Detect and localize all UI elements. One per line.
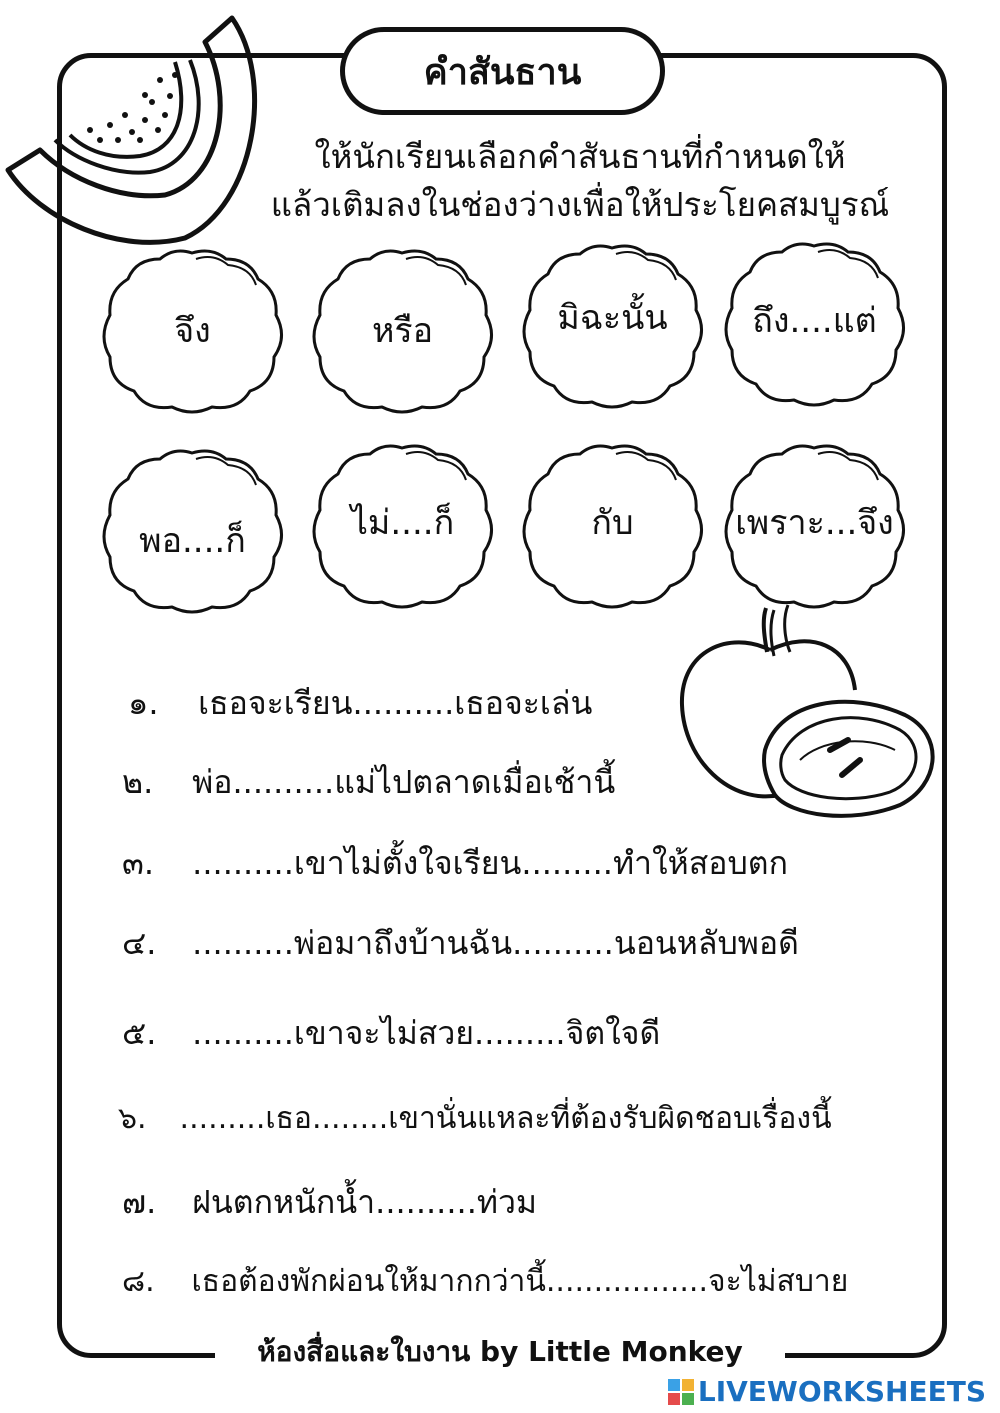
question-text[interactable]: ..........เขาไม่ตั้งใจเรียน.........ทำให้สอบตก: [192, 844, 788, 882]
question-text[interactable]: เธอจะเรียน..........เธอจะเล่น: [198, 684, 593, 722]
watermark[interactable]: [668, 1375, 986, 1408]
word-label: กับ: [591, 502, 634, 543]
question-number: ๕.: [122, 1014, 157, 1052]
question-6: [118, 1095, 832, 1142]
word-bubble-2[interactable]: [310, 245, 495, 415]
apple-icon: [670, 600, 950, 840]
question-4: [122, 918, 799, 969]
word-label: ถึง....แต่: [752, 300, 877, 341]
word-bubble-5[interactable]: [100, 445, 285, 615]
question-7: [122, 1177, 537, 1228]
word-label: เพราะ...จึง: [735, 502, 894, 543]
question-number: ๘.: [122, 1264, 155, 1299]
word-bubble-7[interactable]: [520, 440, 705, 610]
question-number: ๓.: [122, 844, 155, 882]
word-bubble-6[interactable]: [310, 440, 495, 610]
question-number: ๔.: [122, 924, 157, 962]
footer-credit: ห้องสื่อและใบงาน by Little Monkey: [257, 1335, 743, 1368]
word-label: มิฉะนั้น: [557, 297, 668, 338]
word-label: หรือ: [371, 311, 434, 351]
question-number: ๒.: [122, 763, 154, 801]
question-text[interactable]: .........เธอ........เขานั่นแหละที่ต้องรับผิดชอบเรื่องนี้: [179, 1101, 832, 1136]
question-5: [122, 1008, 660, 1059]
word-bubble-3[interactable]: [520, 240, 705, 410]
word-bubble-1[interactable]: [100, 245, 285, 415]
question-1: [128, 678, 592, 729]
word-label: จึง: [174, 311, 211, 351]
question-2: [122, 757, 615, 808]
question-text[interactable]: พ่อ..........แม่ไปตลาดเมื่อเช้านี้: [192, 763, 616, 801]
word-bubble-4[interactable]: [722, 238, 907, 408]
question-number: ๖.: [118, 1101, 147, 1136]
question-8: [122, 1258, 848, 1305]
instruction-line-1: ให้นักเรียนเลือกคำสันธานที่กำหนดให้: [314, 137, 846, 176]
word-bubble-8[interactable]: [722, 440, 907, 610]
page-title: คำสันธาน: [340, 27, 665, 115]
word-label: ไม่....ก็: [350, 502, 455, 543]
question-number: ๑.: [128, 684, 159, 722]
liveworksheets-logo-icon: [668, 1379, 694, 1405]
word-label: พอ....ก็: [139, 521, 246, 562]
question-text[interactable]: ฝนตกหนักน้ำ..........ท่วม: [192, 1183, 538, 1221]
question-3: [122, 838, 788, 889]
question-text[interactable]: เธอต้องพักผ่อนให้มากกว่านี้.................จะไม่สบาย: [191, 1264, 849, 1299]
instruction-line-2: แล้วเติมลงในช่องว่างเพื่อให้ประโยคสมบูรณ์: [270, 185, 890, 224]
watermark-text: LIVEWORKSHEETS: [697, 1375, 986, 1408]
question-text[interactable]: ..........เขาจะไม่สวย.........จิตใจดี: [192, 1014, 661, 1052]
question-text[interactable]: ..........พ่อมาถึงบ้านฉัน..........นอนหลับพอดี: [192, 924, 799, 962]
question-number: ๗.: [122, 1183, 157, 1221]
